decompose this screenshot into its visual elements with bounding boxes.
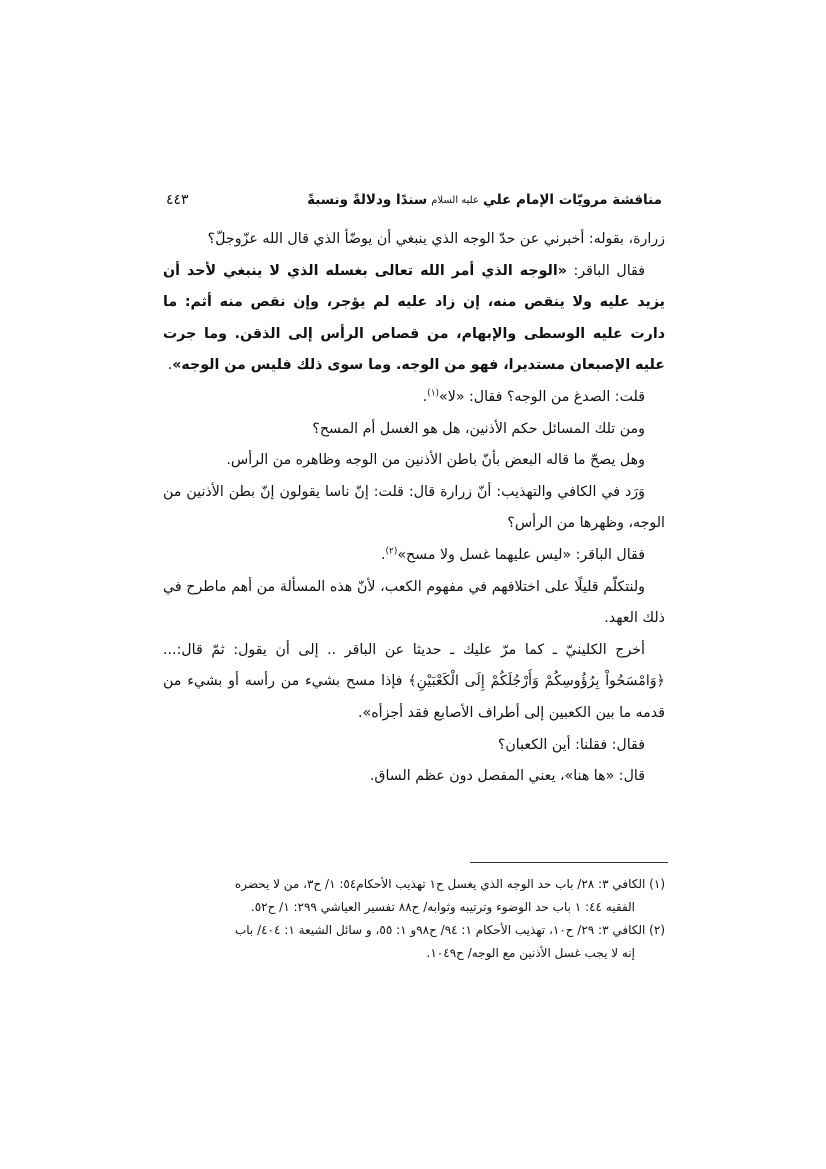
footnote-1-line-2: الفقيه ٤٤: ١ باب حد الوضوء وترتيبه وثوابه/ ح٨٨ تفسير العياشي ٢٩٩: ١/ ح٥٢. <box>250 900 635 914</box>
paragraph: قال: «ها هنا»، يعني المفصل دون عظم الساق. <box>369 768 645 785</box>
footnote-2-line-1: (٢) الكافي ٣: ٢٩/ ح١٠، تهذيب الأحكام ١: ٩٤/ ح٩٨و ١: ٥٥، و سائل الشيعة ١: ٤٠٤/ باب <box>234 923 665 937</box>
paragraph: ومن تلك المسائل حكم الأذنين، هل هو الغسل أم المسح؟ <box>312 420 645 437</box>
punctuation: . <box>380 546 386 563</box>
paragraph <box>163 540 665 572</box>
paragraph-text: فإذا مسح بشيء من رأسه أو بشيء من قدمه ما بين الكعبين إلى أطراف الأصابع فقد أجزأه». <box>163 673 665 721</box>
paragraph: وَرَد في الكافي والتهذيب: أنّ زرارة قال: قلت: إنّ ناسا يقولون إنّ بطن الأذنين من الوجه، وظهرها من الرأس؟ <box>163 483 665 532</box>
quran-verse: ﴿وَامْسَحُواْ بِرُؤُوسِكُمْ وَأَرْجُلَكُمْ إِلَى الْكَعْبَيْنِ﴾ <box>408 673 665 690</box>
paragraph <box>163 635 665 730</box>
paragraph: وهل يصحّ ما قاله البعض بأنّ باطن الأذنين من الوجه وظاهره من الرأس. <box>226 452 645 469</box>
honorific-icon: عليه السلام <box>431 194 479 206</box>
footnotes <box>163 873 665 965</box>
punctuation: . <box>422 388 428 405</box>
footnote-ref: (١) <box>427 388 440 399</box>
paragraph-text: فقال الباقر: «ليس عليهما غسل ولا مسح» <box>397 546 645 563</box>
punctuation: . <box>167 357 173 374</box>
bold-quote: «الوجه الذي أمر الله تعالى بغسله الذي لا ينبغي لأحد أن يزيد عليه ولا ينقص منه، إن زاد عليه لم يؤجر، وإن نقص منه أثم: ما دارت عليه الوسطى والإبهام، من قصاص الرأس إلى الذقن. وما جرت عليه الإصبعان مستديرا، فهو من الوجه. وما سوى ذلك فليس من الوجه» <box>163 262 665 374</box>
paragraph <box>163 382 665 414</box>
running-title-group <box>307 192 662 208</box>
running-header <box>166 187 662 213</box>
main-text <box>163 224 665 793</box>
paragraph-lead: فقال الباقر: <box>566 262 645 279</box>
paragraph-text: قلت: الصدغ من الوجه؟ فقال: «لا» <box>439 388 645 405</box>
page-number: ٤٤٣ <box>166 192 189 208</box>
paragraph: فقال: فقلنا: أين الكعبان؟ <box>497 736 645 753</box>
paragraph: زرارة، بقوله: أخبرني عن حدّ الوجه الذي ينبغي أن يوضّأ الذي قال الله عزّوجلّ؟ <box>207 231 665 247</box>
footnote-1-line-1: (١) الكافي ٣: ٢٨/ باب حد الوجه الذي يغسل ح١ تهذيب الأحكام٥٤: ١/ ح٣، من لا يحضره <box>234 877 665 891</box>
page-number-wrap <box>166 192 189 208</box>
running-title: مناقشة مرويّات الإمام علي <box>482 192 662 208</box>
footnote-divider <box>470 862 668 863</box>
running-subtitle: سندًا ودلالةً ونسبةً <box>307 192 428 208</box>
footnote-2-line-2: إنه لا يجب غسل الأذنين مع الوجه/ ح١٠٤٩. <box>426 946 635 960</box>
paragraph: ولنتكلّم قليلًا على اختلافهم في مفهوم الكعب، لأنّ هذه المسألة من أهم ماطرح في ذلك العهد. <box>163 578 665 627</box>
footnote-ref: (٢) <box>385 546 398 557</box>
paragraph <box>163 256 665 382</box>
paragraph-lead: أخرج الكلينيّ ـ كما مرّ عليك ـ حديثا عن الباقر .. إلى أن يقول: ثمّ قال:... <box>163 641 645 658</box>
